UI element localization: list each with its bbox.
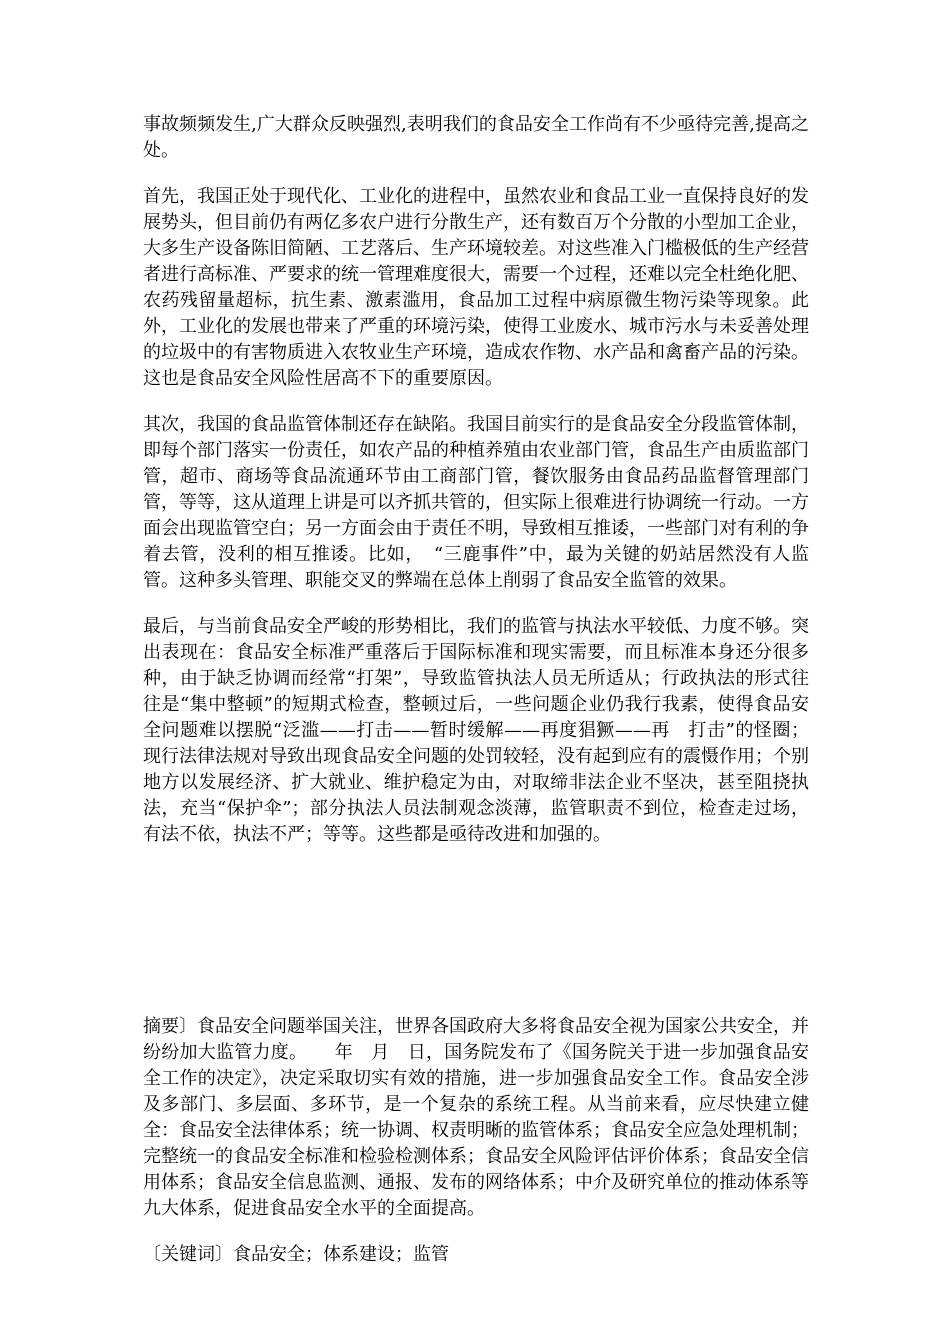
paragraph-first-reason: 首先，我国正处于现代化、工业化的进程中，虽然农业和食品工业一直保持良好的发展势头，但目前仍有两亿多农户进行分散生产，还有数百万个分散的小型加工企业，大多生产设备陈旧简陋、工艺落后、生产环境较差。对这些准入门槛极低的生产经营者进行高标准、严要求的统一管理难度很大，需要一个过程，还难以完全杜绝化肥、农药残留量超标，抗生素、激素滥用，食品加工过程中病原微生物污染等现象。此外，工业化的发展也带来了严重的环境污染，使得工业废水、城市污水与未妥善处理的垃圾中的有害物质进入农牧业生产环境，造成农作物、水产品和禽畜产品的污染。这也是食品安全风险性居高不下的重要原因。 [143, 186, 809, 389]
paragraph-spacer [143, 164, 809, 184]
paragraph-intro: 事故频频发生,广大群众反映强烈,表明我们的食品安全工作尚有不少亟待完善,提高之处。 [143, 114, 809, 161]
document-page [143, 112, 809, 1268]
paragraph-spacer [143, 1222, 809, 1242]
section-spacer [143, 848, 809, 1014]
paragraph-spacer [143, 392, 809, 412]
paragraph-third-reason: 最后，与当前食品安全严峻的形势相比，我们的监管与执法水平较低、力度不够。突出表现在：食品安全标准严重落后于国际标准和现实需要，而且标准本身还分很多种，由于缺乏协调而经常“打架”，导致监管执法人员无所适从；行政执法的形式往往是“集中整顿”的短期式检查，整顿过后，一些问题企业仍我行我素，使得食品安全问题难以摆脱“泛滥——打击——暂时缓解——再度猖獗——再 打击”的怪圈；现行法律法规对导致出现食品安全问题的处罚较轻，没有起到应有的震慑作用；个别地方以发展经济、扩大就业、维护稳定为由，对取缔非法企业不坚决，甚至阻挠执法，充当“保护伞”；部分执法人员法制观念淡薄，监管职责不到位，检查走过场，有法不依，执法不严；等等。这些都是亟待改进和加强的。 [143, 616, 809, 845]
paragraph-keywords: 〔关键词〕食品安全；体系建设；监管 [143, 1244, 449, 1265]
paragraph-abstract: 摘要〕食品安全问题举国关注，世界各国政府大多将食品安全视为国家公共安全，并纷纷加大监管力度。 年 月 日，国务院发布了《国务院关于进一步加强食品安全工作的决定》，决定采取切实有效的措施，进一步加强食品安全工作。食品安全涉及多部门、多层面、多环节，是一个复杂的系统工程。从当前来看，应尽快建立健全：食品安全法律体系；统一协调、权责明晰的监管体系；食品安全应急处理机制；完整统一的食品安全标准和检验检测体系；食品安全风险评估评价体系；食品安全信用体系；食品安全信息监测、通报、发布的网络体系；中介及研究单位的推动体系等九大体系，促进食品安全水平的全面提高。 [143, 1016, 809, 1219]
paragraph-second-reason: 其次，我国的食品监管体制还存在缺陷。我国目前实行的是食品安全分段监管体制，即每个部门落实一份责任，如农产品的种植养殖由农业部门管，食品生产由质监部门管，超市、商场等食品流通环节由工商部门管，餐饮服务由食品药品监督管理部门管，等等，这从道理上讲是可以齐抓共管的，但实际上很难进行协调统一行动。一方面会出现监管空白；另一方面会由于责任不明，导致相互推诿，一些部门对有利的争着去管，没利的相互推诿。比如， “三鹿事件”中，最为关键的奶站居然没有人监管。这种多头管理、职能交叉的弊端在总体上削弱了食品安全监管的效果。 [143, 414, 809, 591]
paragraph-spacer [143, 594, 809, 614]
